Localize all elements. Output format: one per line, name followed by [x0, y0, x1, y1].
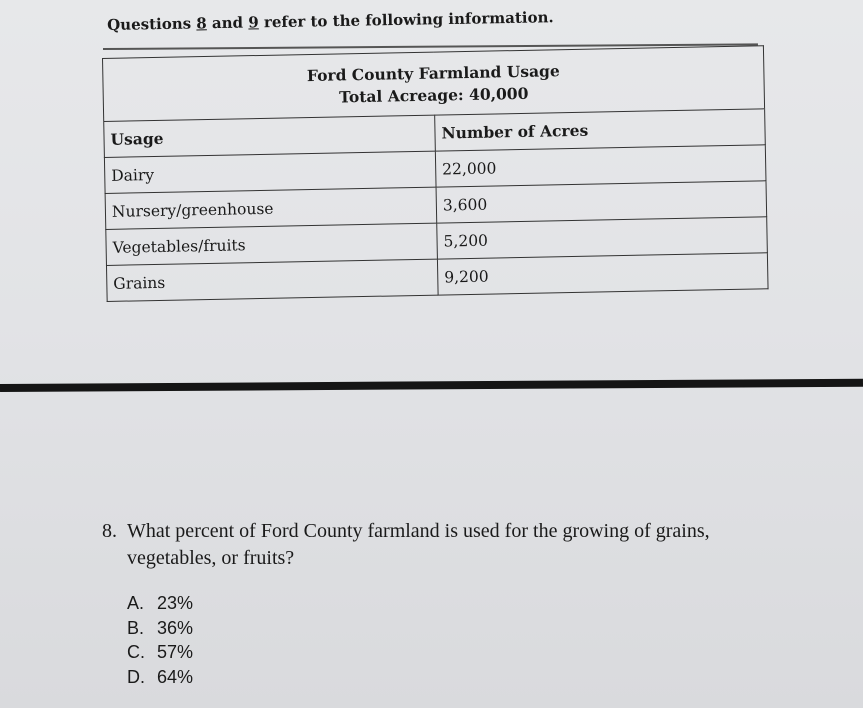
choice-b[interactable]	[127, 616, 193, 641]
table-title: Ford County Farmland Usage	[306, 61, 560, 86]
question-text: What percent of Ford County farmland is used for the growing of grains, vegetables, or fruits?	[127, 520, 710, 569]
choice-value: 36%	[157, 617, 194, 638]
choice-c[interactable]	[127, 640, 193, 665]
acres-cell: 3,600	[436, 181, 767, 223]
acres-cell: 9,200	[437, 253, 768, 295]
choice-value: 23%	[157, 593, 194, 613]
choice-label: D.	[127, 666, 145, 687]
acres-cell: 22,000	[435, 145, 766, 187]
section-divider	[0, 379, 863, 392]
header-acres: Number of Acres	[435, 109, 766, 151]
usage-cell: Grains	[106, 259, 438, 301]
answer-choices	[127, 591, 193, 689]
usage-cell: Nursery/greenhouse	[105, 187, 437, 229]
intro-and: and	[206, 13, 249, 33]
choice-label: C.	[127, 642, 145, 662]
choice-d[interactable]	[127, 665, 193, 690]
intro-question-9: 9	[248, 13, 259, 32]
farmland-table	[102, 45, 768, 293]
choice-a[interactable]	[127, 591, 193, 616]
usage-cell: Vegetables/fruits	[106, 223, 438, 265]
usage-cell: Dairy	[104, 151, 436, 193]
choice-value: 64%	[157, 666, 194, 687]
intro-question-8: 8	[196, 14, 207, 33]
intro-prefix: Questions	[107, 14, 197, 34]
table-subtitle: Total Acreage: 40,000	[338, 83, 529, 107]
question-8	[102, 518, 802, 572]
question-number: 8.	[102, 520, 117, 542]
intro-suffix: refer to the following information.	[258, 8, 554, 32]
choice-label: B.	[127, 617, 145, 638]
choice-label: A.	[127, 593, 145, 613]
acres-cell: 5,200	[437, 217, 768, 259]
choice-value: 57%	[157, 642, 194, 662]
header-usage: Usage	[104, 115, 436, 157]
intro-line	[107, 8, 554, 34]
